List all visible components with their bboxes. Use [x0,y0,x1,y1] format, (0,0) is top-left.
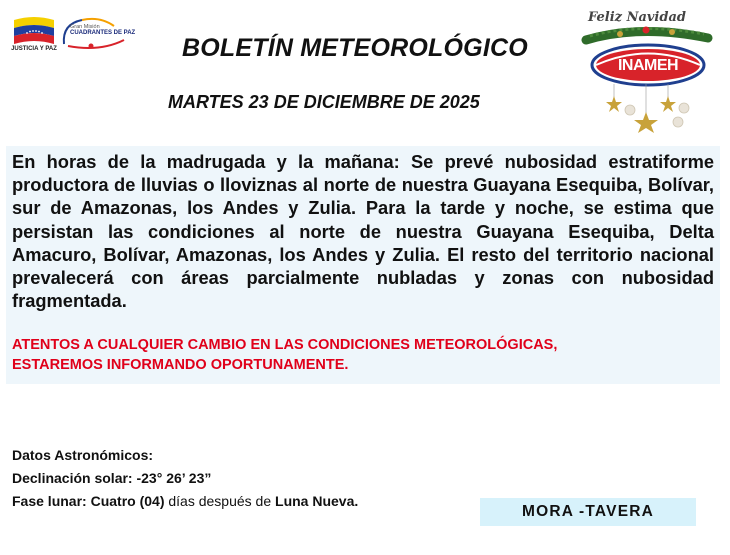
mision-line1: Gran Misión [70,24,100,30]
cuadrantes-paz-logo [60,16,136,52]
author-signature: MORA -TAVERA [480,498,696,526]
inameh-brand: INAMEH [617,57,679,74]
forecast-text: En horas de la madrugada y la mañana: Se prevé nubosidad estratiforme productora de lluvias o lloviznas al norte de nuestra Guayana Esequiba, Bolívar, sur de Amazonas, los Andes y Zulia. Para la tarde y noche, se estima que persistan las condiciones al norte de nuestra Guayana Esequiba, Delta Amacuro, Bolívar, Amazonas, los Andes y Zulia. El resto del territorio nacional prevalecerá con áreas parcialmente nubladas y zonas con nubosidad fragmentada. [12,151,714,312]
christmas-greeting: Feliz Navidad [588,10,686,25]
moon-phase [12,490,358,513]
moon-phase-end: Luna Nueva. [275,493,359,509]
moon-phase-label: Fase lunar: Cuatro (04) [12,493,165,509]
page-title: BOLETÍN METEOROLÓGICO [182,34,528,62]
astronomical-data [12,444,358,513]
astronomy-heading: Datos Astronómicos: [12,447,154,463]
inameh-logo [580,4,715,134]
moon-phase-middle: días después de [164,493,276,509]
mision-line2: CUADRANTES DE PAZ [70,30,136,36]
alert-line-1: ATENTOS A CUALQUIER CAMBIO EN LAS CONDICIONES METEOROLÓGICAS, [12,337,558,353]
alert-line-2: ESTAREMOS INFORMANDO OPORTUNAMENTE. [12,356,349,373]
bulletin-date: MARTES 23 DE DICIEMBRE DE 2025 [168,92,480,112]
forecast-panel [6,146,720,384]
solar-declination: Declinación solar: -23° 26’ 23” [12,470,212,486]
justicia-paz-label: JUSTICIA Y PAZ [11,46,57,52]
alert-message [12,336,714,375]
flag-icon [10,14,58,48]
